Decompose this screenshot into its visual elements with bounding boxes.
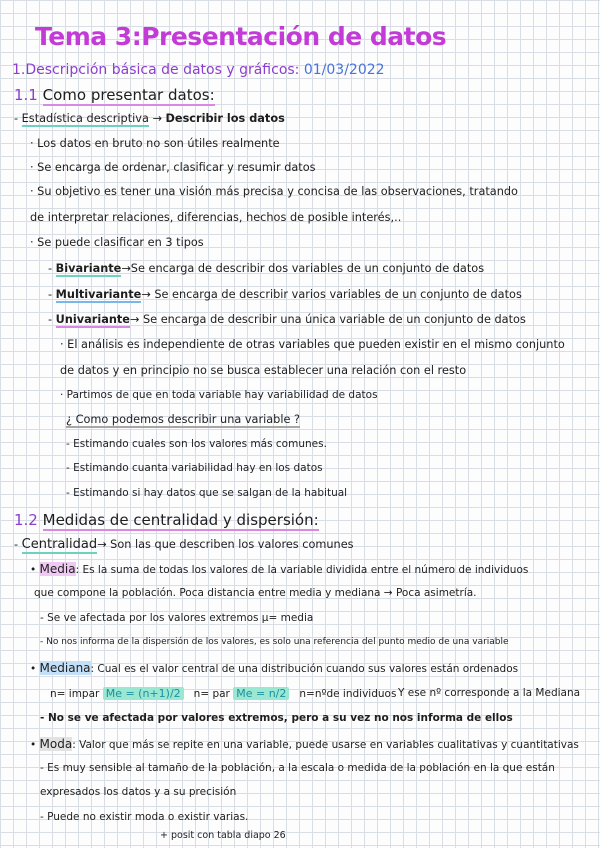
centralidad-term: Centralidad — [21, 537, 98, 552]
media-line-2: que compone la población. Poca distancia entre media y mediana → Poca asimetría. — [34, 587, 477, 599]
section-1-title: 1.Descripción básica de datos y gráficos: — [12, 62, 300, 78]
subsection-1-1-number: 1.1 — [14, 86, 38, 104]
moda-term: Moda — [39, 737, 73, 751]
bullet-3-cont: de interpretar relaciones, diferencias, hechos de posible interés,.. — [30, 211, 402, 224]
univariante-rest: → Se encarga de describir una única variable de un conjunto de datos — [129, 313, 526, 326]
mediana-line-1: • Mediana: Cual es el valor central de una distribución cuando sus valores están ordenados — [30, 661, 519, 675]
individuos-label: n=nºde individuos — [299, 688, 397, 700]
estadistica-term: Estadística descriptiva — [21, 112, 149, 125]
mediana-def: : Cual es el valor central de una distribución cuando sus valores están ordenados — [90, 663, 519, 675]
subsection-1-2-title: Medidas de centralidad y dispersión: — [42, 511, 319, 529]
tipo-univariante: - Univariante→ Se encarga de describir una única variable de un conjunto de datos — [48, 313, 526, 326]
estadistica-arrow: → — [152, 112, 162, 125]
moda-line-2: - Es muy sensible al tamaño de la población, a la escala o medida de la población en la que están — [40, 762, 555, 774]
moda-line-3: expresados los datos y a su precisión — [40, 786, 237, 798]
centralidad-line: - Centralidad→ Son las que describen los valores comunes — [14, 537, 354, 552]
multivariante-rest: → Se encarga de describir varios variables de un conjunto de datos — [141, 288, 522, 301]
univariante-note-1: · El análisis es independiente de otras variables que pueden existir en el mismo conjunto — [60, 338, 565, 351]
bivariante-term: Bivariante — [55, 262, 122, 275]
media-term: Media — [39, 562, 76, 576]
question-text: ¿ Como podemos describir una variable ? — [66, 413, 301, 426]
page-title: Tema 3:Presentación de datos — [35, 22, 447, 51]
media-line-1: • Media: Es la suma de todas los valores de la variable dividida entre el número de individuos — [30, 562, 529, 576]
tipo-multivariante: - Multivariante→ Se encarga de describir varios variables de un conjunto de datos — [48, 288, 522, 301]
univariante-note-3: · Partimos de que en toda variable hay variabilidad de datos — [60, 389, 378, 401]
media-line-3: - Se ve afectada por los valores extremos μ= media — [40, 612, 314, 624]
subsection-1-1-title: Como presentar datos: — [42, 86, 215, 104]
bullet-1: · Los datos en bruto no son útiles realmente — [30, 137, 280, 150]
mediana-nota: Y ese nº corresponde a la Mediana — [398, 687, 581, 699]
media-def: : Es la suma de todas los valores de la variable dividida entre el número de individuos — [75, 564, 529, 576]
subsection-1-1 — [14, 86, 215, 104]
moda-line-5: + posit con tabla diapo 26 — [160, 830, 286, 841]
bullet-3: · Su objetivo es tener una visión más precisa y concisa de las observaciones, tratando — [30, 185, 518, 198]
question-answer-3: - Estimando si hay datos que se salgan de la habitual — [66, 487, 348, 499]
bivariante-rest: →Se encarga de describir dos variables de un conjunto de datos — [121, 262, 485, 275]
estadistica-dash: - — [14, 112, 19, 125]
centralidad-rest: → Son las que describen los valores comunes — [97, 538, 354, 551]
question-answer-2: - Estimando cuanta variabilidad hay en los datos — [66, 462, 323, 474]
bullet-4: · Se puede clasificar en 3 tipos — [30, 236, 204, 249]
mediana-formulas — [50, 687, 396, 700]
moda-line-1: • Moda: Valor que más se repite en una variable, puede usarse en variables cualitativas y cuantitativas — [30, 737, 579, 751]
moda-def: : Valor que más se repite en una variable, puede usarse en variables cualitativas y cuantitativas — [72, 739, 579, 751]
subsection-1-2 — [14, 511, 319, 529]
section-1-date: 01/03/2022 — [303, 62, 385, 78]
tipo-bivariante: - Bivariante→Se encarga de describir dos variables de un conjunto de datos — [48, 262, 485, 275]
mediana-term: Mediana — [39, 661, 91, 675]
univariante-note-2: de datos y en principio no se busca establecer una relación con el resto — [60, 364, 467, 377]
mediana-line-3: - No se ve afectada por valores extremos, pero a su vez no nos informa de ellos — [40, 712, 513, 724]
impar-formula: Me = (n+1)/2 — [103, 687, 184, 700]
question-answer-1: - Estimando cuales son los valores más comunes. — [66, 438, 327, 450]
univariante-term: Univariante — [55, 313, 130, 326]
par-label: n= par — [193, 688, 230, 700]
moda-line-4: - Puede no existir moda o existir varias. — [40, 811, 249, 823]
impar-label: n= impar — [50, 688, 100, 700]
subsection-1-2-number: 1.2 — [14, 511, 38, 529]
estadistica-line — [14, 112, 285, 125]
multivariante-term: Multivariante — [55, 288, 142, 301]
bullet-2: · Se encarga de ordenar, clasificar y resumir datos — [30, 161, 316, 174]
media-line-4: - No nos informa de la dispersión de los valores, es solo una referencia del punto medio de una variable — [40, 637, 509, 647]
univariante-question — [66, 413, 300, 426]
section-1-heading — [12, 62, 385, 78]
estadistica-rest: Describir los datos — [165, 112, 285, 125]
par-formula: Me = n/2 — [233, 687, 289, 700]
